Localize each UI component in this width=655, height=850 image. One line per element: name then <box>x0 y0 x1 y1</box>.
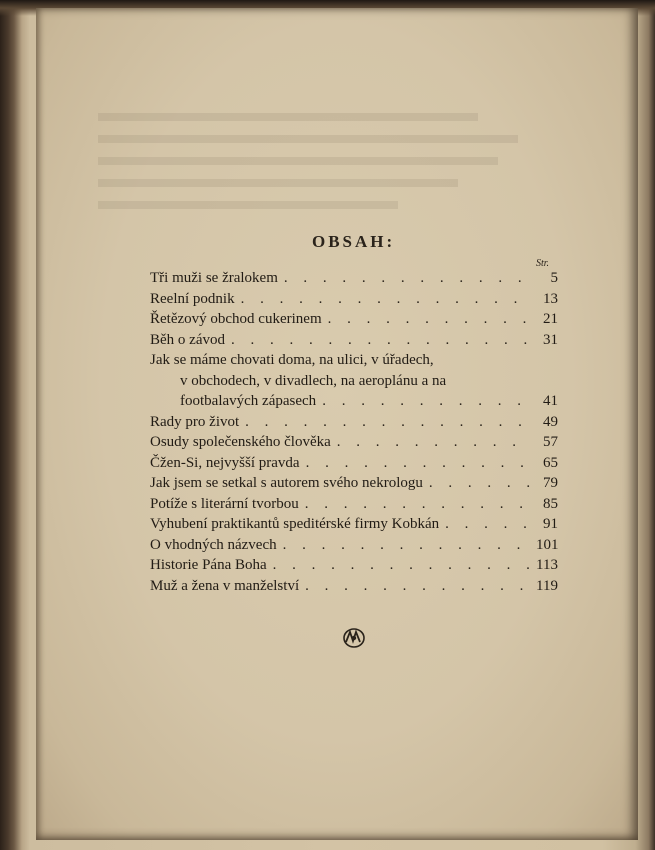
toc-entry[interactable] <box>150 576 558 597</box>
toc-entry-title: Osudy společenského člověka <box>150 434 331 450</box>
toc-entry[interactable] <box>150 432 558 453</box>
toc-entry[interactable] <box>150 453 558 474</box>
show-through-text <box>98 106 538 226</box>
toc-entry-title: Muž a žena v manželství <box>150 577 300 594</box>
toc-entry-page: 65 <box>543 454 558 471</box>
leader-dots <box>306 453 530 474</box>
toc-entry-page: 5 <box>550 270 558 286</box>
toc-entry-title-line: v obchodech, v divadlech, na aeroplánu a na <box>180 372 447 389</box>
leader-dots <box>429 473 530 494</box>
toc-entry-page: 49 <box>543 413 558 430</box>
toc-entry-title: Rady pro život <box>150 413 240 430</box>
leader-dots <box>328 309 530 330</box>
toc-entry[interactable] <box>150 268 558 289</box>
toc-entry[interactable] <box>150 555 558 576</box>
toc-entry-title: Běh o závod <box>150 331 225 348</box>
toc-entry[interactable] <box>150 289 558 310</box>
toc-entry[interactable] <box>150 494 558 515</box>
toc-entry-title: Historie Pána Boha <box>150 557 267 573</box>
contents-heading: OBSAH: <box>312 232 396 251</box>
toc-entry-page: 85 <box>543 495 558 512</box>
leader-dots <box>284 268 530 289</box>
toc-entry-title-line: footbalavých zápasech <box>180 393 317 409</box>
toc-entry[interactable] <box>150 535 558 556</box>
toc-entry[interactable] <box>150 412 558 433</box>
toc-entry-page: 41 <box>543 393 558 409</box>
toc-entry[interactable] <box>150 350 558 412</box>
toc-entry[interactable] <box>150 514 558 535</box>
table-of-contents <box>150 268 558 596</box>
toc-entry[interactable] <box>150 330 558 351</box>
leader-dots <box>273 555 530 576</box>
toc-entry[interactable] <box>150 473 558 494</box>
toc-entry-page: 13 <box>543 290 558 307</box>
toc-entry-page: 21 <box>543 311 558 327</box>
toc-entry-title-line: Jak se máme chovati doma, na ulici, v úřadech, <box>150 352 434 368</box>
toc-entry-title: Jak jsem se setkal s autorem svého nekrologu <box>150 475 423 491</box>
toc-entry-title: Tři muži se žralokem <box>150 270 278 286</box>
leader-dots <box>337 432 530 453</box>
leader-dots <box>305 494 530 515</box>
page-column-label: Str. <box>536 258 550 269</box>
leader-dots <box>241 289 530 310</box>
toc-entry[interactable] <box>150 309 558 330</box>
publisher-monogram-icon <box>340 626 368 650</box>
leader-dots <box>322 391 530 412</box>
leader-dots <box>231 330 530 351</box>
toc-entry-page: 113 <box>536 557 558 573</box>
toc-entry-page: 79 <box>543 475 558 491</box>
toc-entry-page: 119 <box>536 577 558 594</box>
toc-entry-title: Čžen-Si, nejvyšší pravda <box>150 454 300 471</box>
leader-dots <box>245 412 530 433</box>
toc-entry-title: Řetězový obchod cukerinem <box>150 311 322 327</box>
leader-dots <box>305 576 530 597</box>
toc-entry-page: 91 <box>543 516 558 532</box>
leader-dots <box>283 535 530 556</box>
toc-entry-title: Potíže s literární tvorbou <box>150 495 299 512</box>
toc-entry-page: 57 <box>543 434 558 450</box>
toc-entry-page: 101 <box>536 536 559 553</box>
leader-dots <box>445 514 530 535</box>
toc-entry-page: 31 <box>543 331 558 348</box>
toc-entry-title: Vyhubení praktikantů speditérské firmy Kobkán <box>150 516 440 532</box>
toc-entry-title: O vhodných názvech <box>150 536 277 553</box>
toc-entry-title: Reelní podnik <box>150 290 235 307</box>
